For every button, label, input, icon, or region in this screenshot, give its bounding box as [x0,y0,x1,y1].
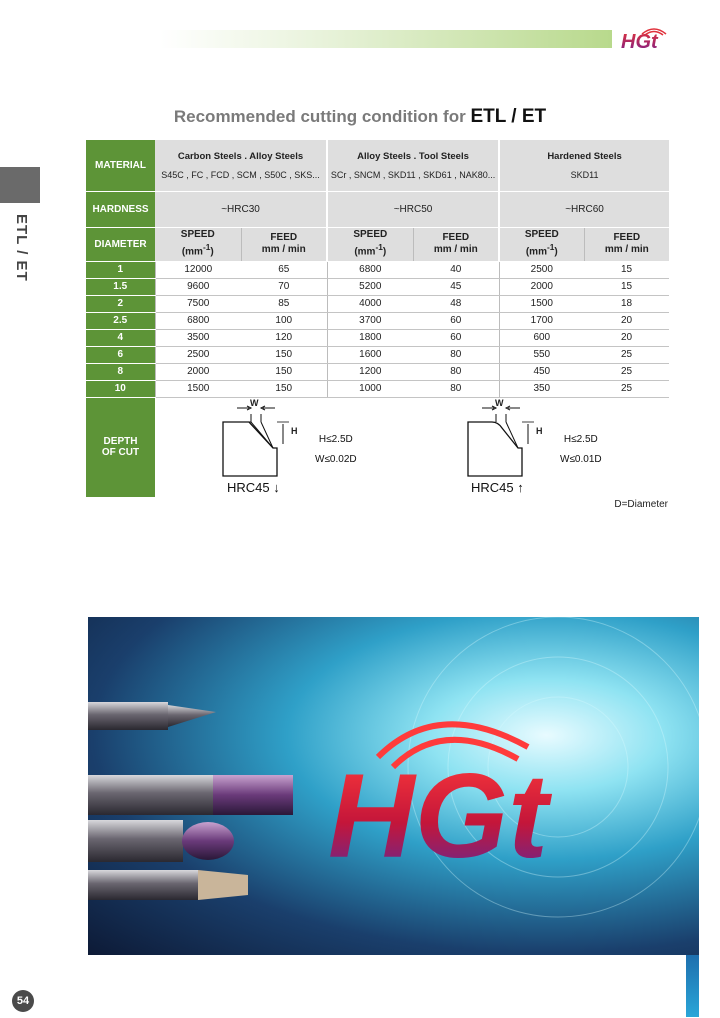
material-group-3 [499,140,669,191]
speed-cell: 7500 [155,295,241,312]
feed-cell: 80 [413,346,499,363]
material-label: MATERIAL [86,140,155,191]
banner-artwork [88,617,699,955]
feed-cell: 15 [584,278,669,295]
feed-cell: 45 [413,278,499,295]
feed-cell: 48 [413,295,499,312]
diameter-cell: 4 [86,329,155,346]
arrow-down-icon: ↓ [273,479,280,495]
depth-label-line2: OF CUT [101,447,140,458]
feed-cell: 25 [584,380,669,397]
right-hrc-label [471,480,524,495]
feed-cell: 15 [584,261,669,278]
speed-cell: 1800 [327,329,413,346]
speed-cell: 3700 [327,312,413,329]
feed-header-1 [241,227,327,261]
feed-cell: 65 [241,261,327,278]
hardness-group-3: ~HRC60 [499,191,669,227]
left-hrc-label [227,480,280,495]
banner-edge-strip [686,955,699,1017]
depth-label-line1: DEPTH [103,436,138,447]
right-hrc-text: HRC45 [471,479,514,495]
table-row [86,363,669,380]
material-group-1-grades: S45C , FC , FCD , SCM , S50C , SKS... [161,169,320,180]
diameter-cell: 8 [86,363,155,380]
depth-of-cut-label [86,397,155,497]
feed-cell: 20 [584,329,669,346]
speed-unit: (mm [525,246,547,258]
diameter-cell: 6 [86,346,155,363]
feed-cell: 85 [241,295,327,312]
feed-cell: 25 [584,346,669,363]
feed-cell: 18 [584,295,669,312]
feed-cell: 80 [413,363,499,380]
right-conditions [560,430,602,470]
material-group-1 [155,140,327,191]
feed-cell: 70 [241,278,327,295]
speed-label: SPEED [353,229,388,241]
brand-logo [618,24,688,52]
speed-cell: 1200 [327,363,413,380]
speed-cell: 2000 [155,363,241,380]
table-row [86,295,669,312]
speed-header-2 [327,227,413,261]
speed-unit: (mm [181,246,203,258]
depth-of-cut-diagrams [155,397,669,497]
speed-unit: (mm [354,246,376,258]
speed-cell: 600 [499,329,584,346]
speed-cell: 2000 [499,278,584,295]
feed-cell: 25 [584,363,669,380]
speed-cell: 550 [499,346,584,363]
side-tab-label: ETL / ET [13,214,30,282]
hardness-group-2: ~HRC50 [327,191,499,227]
h-label-left: H [291,425,298,436]
feed-cell: 60 [413,312,499,329]
header-gradient-bar [160,30,612,48]
hardness-group-1: ~HRC30 [155,191,327,227]
material-group-3-name: Hardened Steels [547,150,622,162]
feed-cell: 120 [241,329,327,346]
page-title [0,106,720,128]
page-number: 54 [12,990,34,1012]
material-group-3-grades: SKD11 [570,169,599,180]
depth-diagram-flat [221,397,301,478]
feed-cell: 150 [241,346,327,363]
diameter-note: D=Diameter [614,499,668,510]
table-row [86,346,669,363]
left-w-condition: W≤0.02D [315,453,357,465]
right-w-condition: W≤0.01D [560,453,602,465]
arrow-up-icon: ↑ [517,479,524,495]
product-banner-image [88,617,699,955]
speed-cell: 350 [499,380,584,397]
table-row [86,329,669,346]
speed-cell: 2500 [499,261,584,278]
left-conditions [315,430,357,470]
w-label-right: W [495,397,504,408]
speed-cell: 9600 [155,278,241,295]
side-tab-marker [0,167,40,203]
feed-cell: 150 [241,363,327,380]
speed-header-1 [155,227,241,261]
diameter-cell: 1.5 [86,278,155,295]
speed-unit-close: ) [210,246,214,258]
left-h-condition: H≤2.5D [318,433,353,445]
speed-header-3 [499,227,584,261]
speed-unit-sup: -1 [546,242,555,253]
feed-label: FEED [270,232,298,243]
feed-cell: 80 [413,380,499,397]
brand-logo-text: HGt [621,31,658,52]
table-row [86,312,669,329]
left-hrc-text: HRC45 [227,479,270,495]
table-row [86,380,669,397]
speed-cell: 1000 [327,380,413,397]
speed-cell: 6800 [155,312,241,329]
speed-label: SPEED [180,229,215,241]
diameter-cell: 2.5 [86,312,155,329]
feed-label: FEED [613,232,641,243]
material-group-2-name: Alloy Steels . Tool Steels [357,150,469,162]
speed-cell: 4000 [327,295,413,312]
h-label-right: H [536,425,543,436]
speed-cell: 1600 [327,346,413,363]
speed-cell: 1700 [499,312,584,329]
feed-label: FEED [442,232,470,243]
material-group-2-grades: SCr , SNCM , SKD11 , SKD61 , NAK80... [330,169,496,180]
feed-unit: mm / min [604,244,649,255]
cutting-condition-table [86,140,669,498]
depth-diagram-radius [466,397,546,478]
speed-cell: 6800 [327,261,413,278]
diameter-label: DIAMETER [86,227,155,261]
speed-cell: 450 [499,363,584,380]
speed-unit-close: ) [554,246,558,258]
title-prefix: Recommended cutting condition for [173,107,471,126]
feed-unit: mm / min [433,244,478,255]
speed-cell: 3500 [155,329,241,346]
right-h-condition: H≤2.5D [563,433,598,445]
feed-cell: 40 [413,261,499,278]
title-emphasis: ETL / ET [470,106,547,127]
speed-cell: 12000 [155,261,241,278]
speed-cell: 1500 [499,295,584,312]
speed-unit-close: ) [382,246,387,258]
speed-cell: 2500 [155,346,241,363]
speed-label: SPEED [524,229,559,241]
feed-cell: 100 [241,312,327,329]
feed-cell: 150 [241,380,327,397]
w-label-left: W [250,397,259,408]
material-group-2 [327,140,499,191]
hardness-label: HARDNESS [86,191,155,227]
speed-unit-sup: -1 [202,242,211,253]
feed-cell: 60 [413,329,499,346]
banner-brand-text: HGt [328,749,548,883]
table-row [86,278,669,295]
diameter-cell: 10 [86,380,155,397]
feed-header-2 [413,227,499,261]
diameter-cell: 1 [86,261,155,278]
feed-header-3 [584,227,669,261]
speed-unit-sup: -1 [375,242,383,253]
diameter-cell: 2 [86,295,155,312]
table-row [86,261,669,278]
feed-unit: mm / min [261,244,306,255]
speed-cell: 1500 [155,380,241,397]
feed-cell: 20 [584,312,669,329]
speed-cell: 5200 [327,278,413,295]
material-group-1-name: Carbon Steels . Alloy Steels [177,150,304,162]
